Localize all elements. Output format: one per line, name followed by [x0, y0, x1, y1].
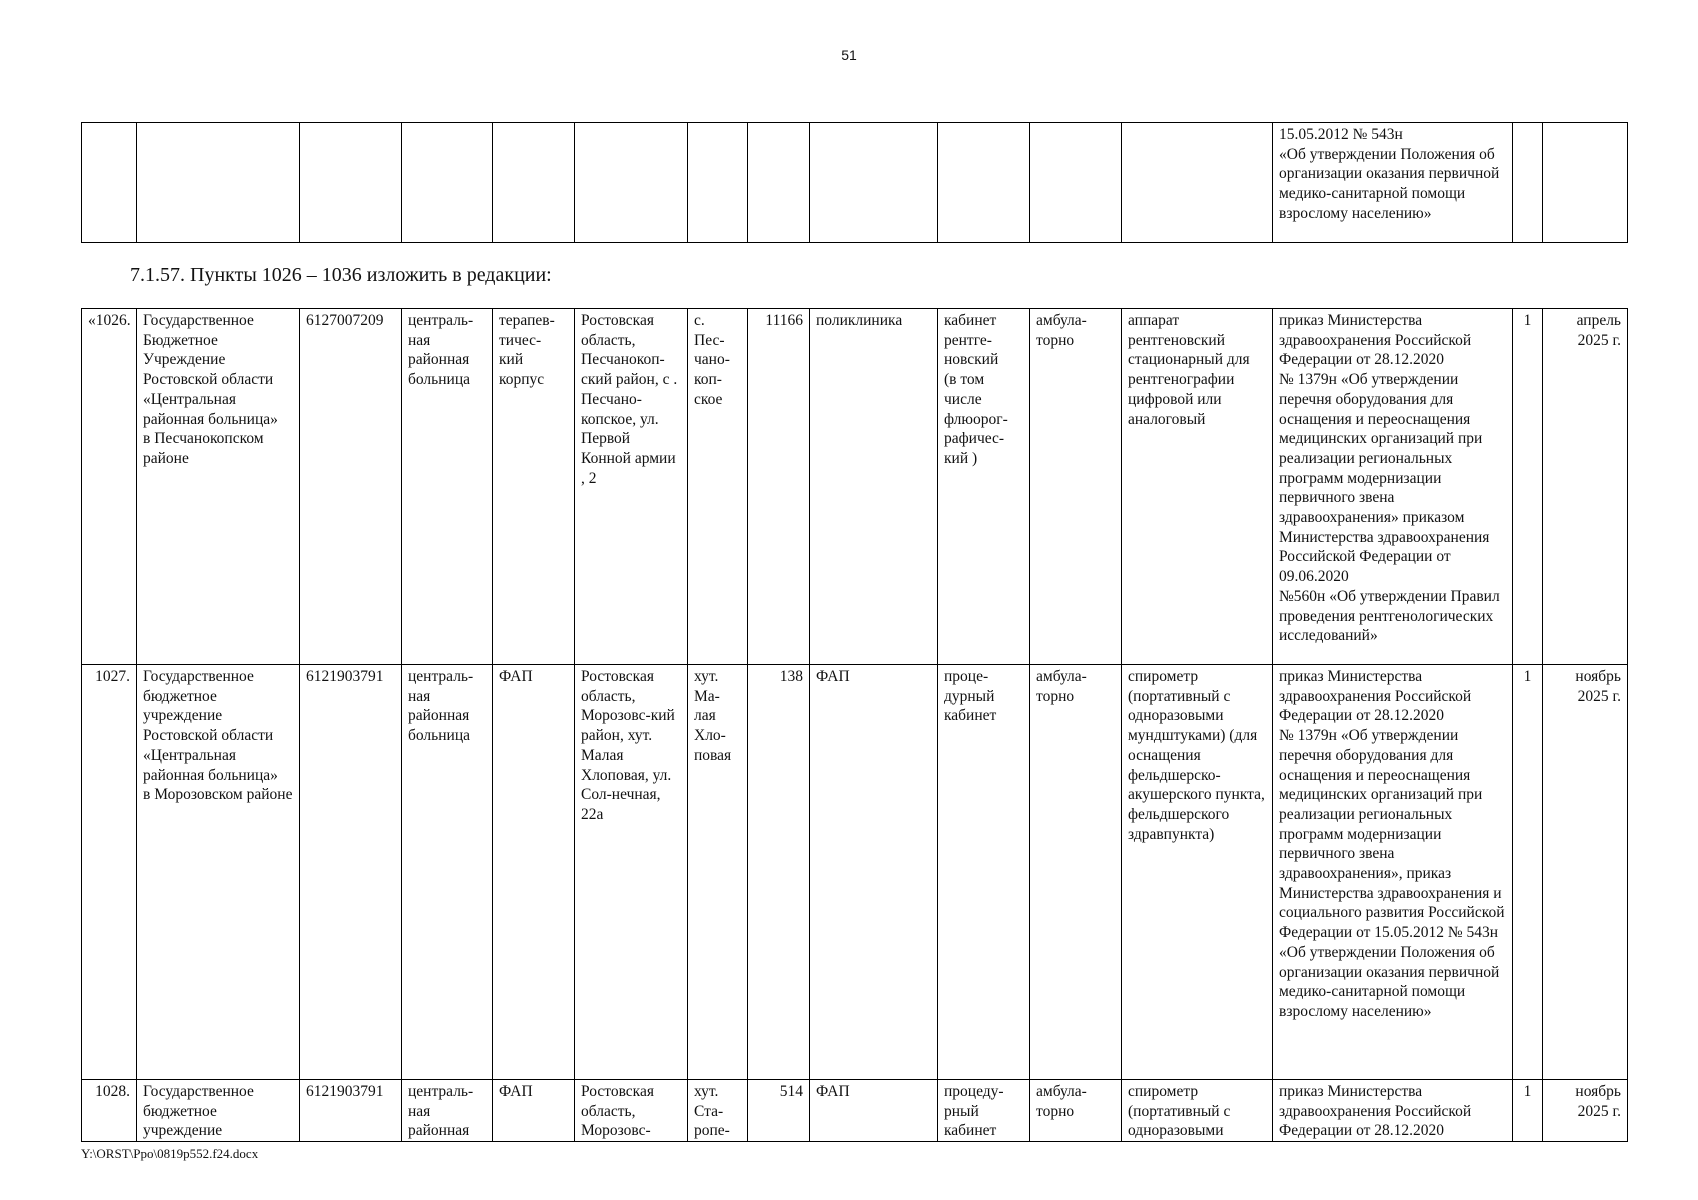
institution-cell: Государственное Бюджетное Учреждение Ростовской области «Центральная районная больница» в Песчанокопском районе: [137, 309, 300, 665]
continuation-table: [81, 122, 1628, 243]
table-cell: [82, 123, 137, 243]
settlement-cell: хут. Ста- ропе-: [688, 1080, 748, 1142]
table-row: [82, 309, 1628, 665]
table-cell: [137, 123, 300, 243]
table-cell: [938, 123, 1030, 243]
address-cell: Ростовская область, Песчанокоп-ский район, с . Песчано-копское, ул. Первой Конной армии , 2: [575, 309, 688, 665]
equipment-cell: спирометр (портативный с одноразовыми: [1122, 1080, 1273, 1142]
inn-cell: 6121903791: [300, 1080, 402, 1142]
table-cell: [688, 123, 748, 243]
care-cell: амбула- торно: [1030, 1080, 1122, 1142]
org-type-cell: централь- ная районная больница: [402, 309, 493, 665]
unit-cell: ФАП: [493, 665, 575, 1080]
population-cell: 514: [748, 1080, 810, 1142]
facility-cell: ФАП: [810, 1080, 938, 1142]
basis-cell: приказ Министерства здравоохранения Российской Федерации от 28.12.2020: [1273, 1080, 1513, 1142]
table-cell: [810, 123, 938, 243]
quantity-cell: 1: [1513, 309, 1543, 665]
settlement-cell: с. Пес- чано- коп- ское: [688, 309, 748, 665]
page-number: 51: [841, 47, 857, 63]
unit-cell: терапев- тичес- кий корпус: [493, 309, 575, 665]
table-row: [82, 1080, 1628, 1142]
facility-cell: ФАП: [810, 665, 938, 1080]
unit-cell: ФАП: [493, 1080, 575, 1142]
row-number: «1026.: [82, 309, 137, 665]
row-number: 1027.: [82, 665, 137, 1080]
settlement-cell: хут. Ма- лая Хло- повая: [688, 665, 748, 1080]
room-cell: процеду- рный кабинет: [938, 1080, 1030, 1142]
table-cell: [1513, 123, 1543, 243]
term-cell: ноябрь 2025 г.: [1543, 1080, 1628, 1142]
table-row: [82, 665, 1628, 1080]
quantity-cell: 1: [1513, 1080, 1543, 1142]
table-cell: [1030, 123, 1122, 243]
room-cell: проце- дурный кабинет: [938, 665, 1030, 1080]
row-number: 1028.: [82, 1080, 137, 1142]
room-cell: кабинет рентге- новский (в том числе флюорог- рафичес- кий ): [938, 309, 1030, 665]
table-row: [82, 123, 1628, 243]
population-cell: 11166: [748, 309, 810, 665]
table-cell: [493, 123, 575, 243]
equipment-cell: аппарат рентгеновский стационарный для рентгенографии цифровой или аналоговый: [1122, 309, 1273, 665]
care-cell: амбула- торно: [1030, 665, 1122, 1080]
population-cell: 138: [748, 665, 810, 1080]
section-heading: 7.1.57. Пункты 1026 – 1036 изложить в редакции:: [130, 264, 552, 286]
org-type-cell: централь- ная районная: [402, 1080, 493, 1142]
file-path-footer: Y:\ORST\Ppo\0819p552.f24.docx: [81, 1146, 259, 1161]
quantity-cell: 1: [1513, 665, 1543, 1080]
address-cell: Ростовская область, Морозовс-кий район, хут. Малая Хлоповая, ул. Сол-нечная, 22а: [575, 665, 688, 1080]
basis-cell: приказ Министерства здравоохранения Российской Федерации от 28.12.2020 № 1379н «Об утверждении перечня оборудования для оснащения и переоснащения медицинских организаций при реализации региональных программ модернизации первичного звена здравоохранения» приказом Министерства здравоохранения Российской Федерации от 09.06.2020 №560н «Об утверждении Правил проведения рентгенологических исследований»: [1273, 309, 1513, 665]
institution-cell: Государственное бюджетное учреждение Ростовской области «Центральная районная больница» в Морозовском районе: [137, 665, 300, 1080]
org-type-cell: централь- ная районная больница: [402, 665, 493, 1080]
inn-cell: 6121903791: [300, 665, 402, 1080]
address-cell: Ростовская область, Морозовс-: [575, 1080, 688, 1142]
term-cell: апрель 2025 г.: [1543, 309, 1628, 665]
equipment-cell: спирометр (портативный с одноразовыми мундштуками) (для оснащения фельдшерско-акушерского пункта, фельдшерского здравпункта): [1122, 665, 1273, 1080]
basis-cell: 15.05.2012 № 543н «Об утверждении Положения об организации оказания первичной медико-санитарной помощи взрослому населению»: [1273, 123, 1513, 243]
basis-cell: приказ Министерства здравоохранения Российской Федерации от 28.12.2020 № 1379н «Об утверждении перечня оборудования для оснащения и переоснащения медицинских организаций при реализации региональных программ модернизации первичного звена здравоохранения», приказ Министерства здравоохранения и социального развития Российской Федерации от 15.05.2012 № 543н «Об утверждении Положения об организации оказания первичной медико-санитарной помощи взрослому населению»: [1273, 665, 1513, 1080]
table-cell: [402, 123, 493, 243]
term-cell: ноябрь 2025 г.: [1543, 665, 1628, 1080]
inn-cell: 6127007209: [300, 309, 402, 665]
equipment-table: [81, 308, 1628, 1142]
institution-cell: Государственное бюджетное учреждение: [137, 1080, 300, 1142]
facility-cell: поликлиника: [810, 309, 938, 665]
care-cell: амбула- торно: [1030, 309, 1122, 665]
table-cell: [575, 123, 688, 243]
table-cell: [1122, 123, 1273, 243]
table-cell: [748, 123, 810, 243]
table-cell: [1543, 123, 1628, 243]
table-cell: [300, 123, 402, 243]
